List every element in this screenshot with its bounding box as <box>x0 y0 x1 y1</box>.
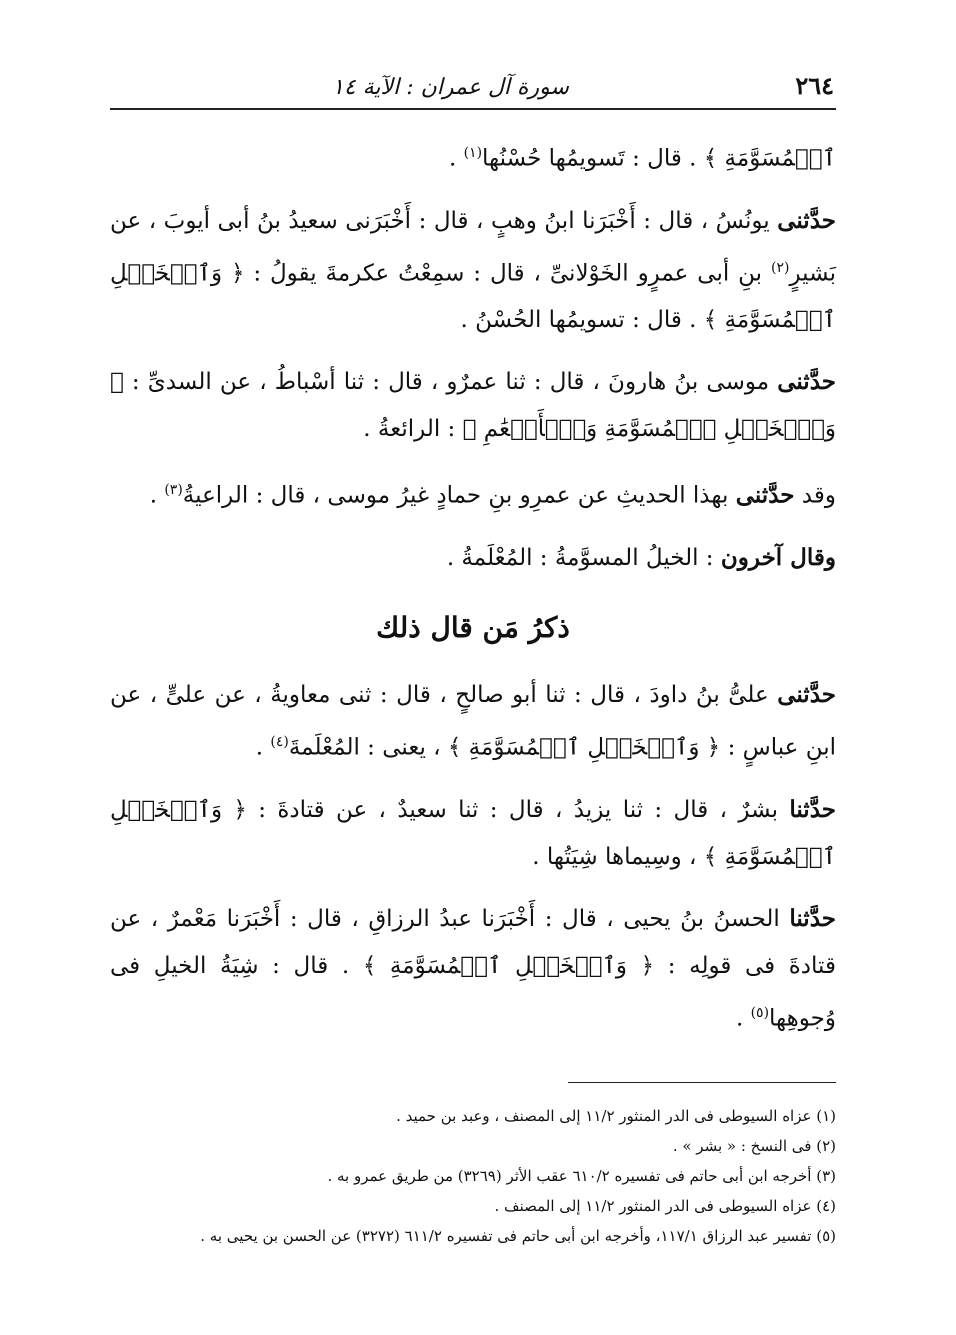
paragraph <box>110 358 836 453</box>
paragraph-text: علىُّ بنُ داودَ ، قال : ثنا أبو صالحٍ ، قال : ثنى معاويةُ ، عن علىٍّ ، عن ابنِ عباسٍ : ﴿ وَٱلۡخَيۡلِ ٱلۡمُسَوَّمَةِ ﴾ ، يعنى : المُعْلَمةَ <box>110 681 836 761</box>
page <box>110 58 836 1251</box>
paragraph <box>110 534 836 582</box>
narration-lead: حدَّثنا <box>789 795 836 823</box>
header-rule <box>110 108 836 110</box>
footnote-ref: (٤) <box>270 733 289 750</box>
paragraph-text: الحسنُ بنُ يحيى ، قال : أَخْبَرَنا عبدُ الرزاقِ ، قال : أَخْبَرَنا مَعْمرٌ ، عن قتادةَ فى قولِه : ﴿ وَٱلۡخَيۡلِ ٱلۡمُسَوَّمَةِ ﴾ . قال : شِيَةُ الخيلِ فى وُجوهِها <box>110 905 836 1032</box>
footnotes <box>110 1101 836 1251</box>
narration-lead: حدَّثنى <box>777 680 836 708</box>
paragraph-text: بهذا الحديثِ عن عمرِو بنِ حمادٍ غيرُ موسى ، قال : الراعيةُ <box>182 482 736 509</box>
narration-lead: حدَّثنى <box>777 206 836 234</box>
footnote: (٣) أخرجه ابن أبى حاتم فى تفسيره ٦١٠/٢ عقب الأثر (٣٢٦٩) من طريق عمرو به . <box>327 1167 836 1186</box>
narration-lead: حدَّثنى <box>777 368 836 396</box>
footnote: (٢) فى النسخ : « بشر » . <box>672 1137 836 1156</box>
paragraph <box>110 671 836 772</box>
paragraph <box>110 197 836 345</box>
footnote-separator <box>568 1082 836 1083</box>
footnote-ref: (٢) <box>770 259 790 276</box>
footnote-ref: (٥) <box>750 1004 770 1021</box>
page-header <box>110 58 836 100</box>
paragraph <box>110 895 836 1043</box>
footnote-ref: (٣) <box>164 482 183 499</box>
section-heading: ذكرُ مَن قال ذلك <box>376 610 570 644</box>
footnote: (١) عزاه السيوطى فى الدر المنثور ١١/٢ إلى المصنف ، وعبد بن حميد . <box>396 1107 836 1126</box>
narration-lead: وقال آخرون <box>720 543 836 571</box>
paragraph <box>110 130 836 183</box>
footnote: (٥) تفسير عبد الرزاق ١١٧/١، وأخرجه ابن أبى حاتم فى تفسيره ٦١١/٢ (٣٢٧٢) عن الحسن بن يحيى به . <box>200 1227 836 1246</box>
footnote: (٤) عزاه السيوطى فى الدر المنثور ١١/٢ إلى المصنف . <box>494 1197 836 1216</box>
narration-lead: حدَّثنا <box>789 904 836 932</box>
paragraph-text: بشرٌ ، قال : ثنا يزيدُ ، قال : ثنا سعيدٌ ، عن قتادةَ : ﴿ وَٱلۡخَيۡلِ ٱلۡمُسَوَّمَةِ ﴾ ، وسِيماها شِيَتُها . <box>110 796 836 870</box>
narration-lead: حدَّثنى <box>735 481 795 509</box>
paragraph-end: بنِ أبى عمرٍو الخَوْلانىِّ ، قال : سمِعْتُ عكرمةَ يقولُ : ﴿ وَٱلۡخَيۡلِ ٱلۡمُسَوَّمَةِ ﴾ . قال : تسويمُها الحُسْنُ . <box>110 260 836 334</box>
main-text <box>110 130 836 1042</box>
paragraph-end: . <box>448 145 464 172</box>
paragraph-text: ٱلۡمُسَوَّمَةِ ﴾ . قال : تَسويمُها حُسْنُها <box>482 145 836 172</box>
paragraph-pre: وقد <box>794 482 836 509</box>
paragraph-text: يونُسُ ، قال : أَخْبَرَنا ابنُ وهبٍ ، قال : أَخْبَرَنى سعيدُ بنُ أبى أيوبَ ، عن بَشيرٍ <box>110 207 836 287</box>
paragraph-end: . <box>255 734 271 761</box>
paragraph-end: . <box>735 1005 751 1032</box>
paragraph-end: . <box>149 482 165 509</box>
running-title: سورة آل عمران : الآية ١٤ <box>332 75 569 100</box>
paragraph <box>110 467 836 520</box>
footnote-ref: (١) <box>463 145 483 161</box>
paragraph-text: موسى بنُ هارونَ ، قال : ثنا عمرٌو ، قال : ثنا أسْباطُ ، عن السدىِّ : ﴿ وَٱلۡخَيۡلِ ٱلۡمُسَوَّمَةِ وَٱلۡأَنۡعَٰمِ ﴾ : الرائعةُ . <box>110 369 836 443</box>
page-number: ٢٦٤ <box>795 71 834 100</box>
paragraph <box>110 786 836 881</box>
paragraph-text: : الخيلُ المسوَّمةُ : المُعْلَمةُ . <box>446 544 721 571</box>
